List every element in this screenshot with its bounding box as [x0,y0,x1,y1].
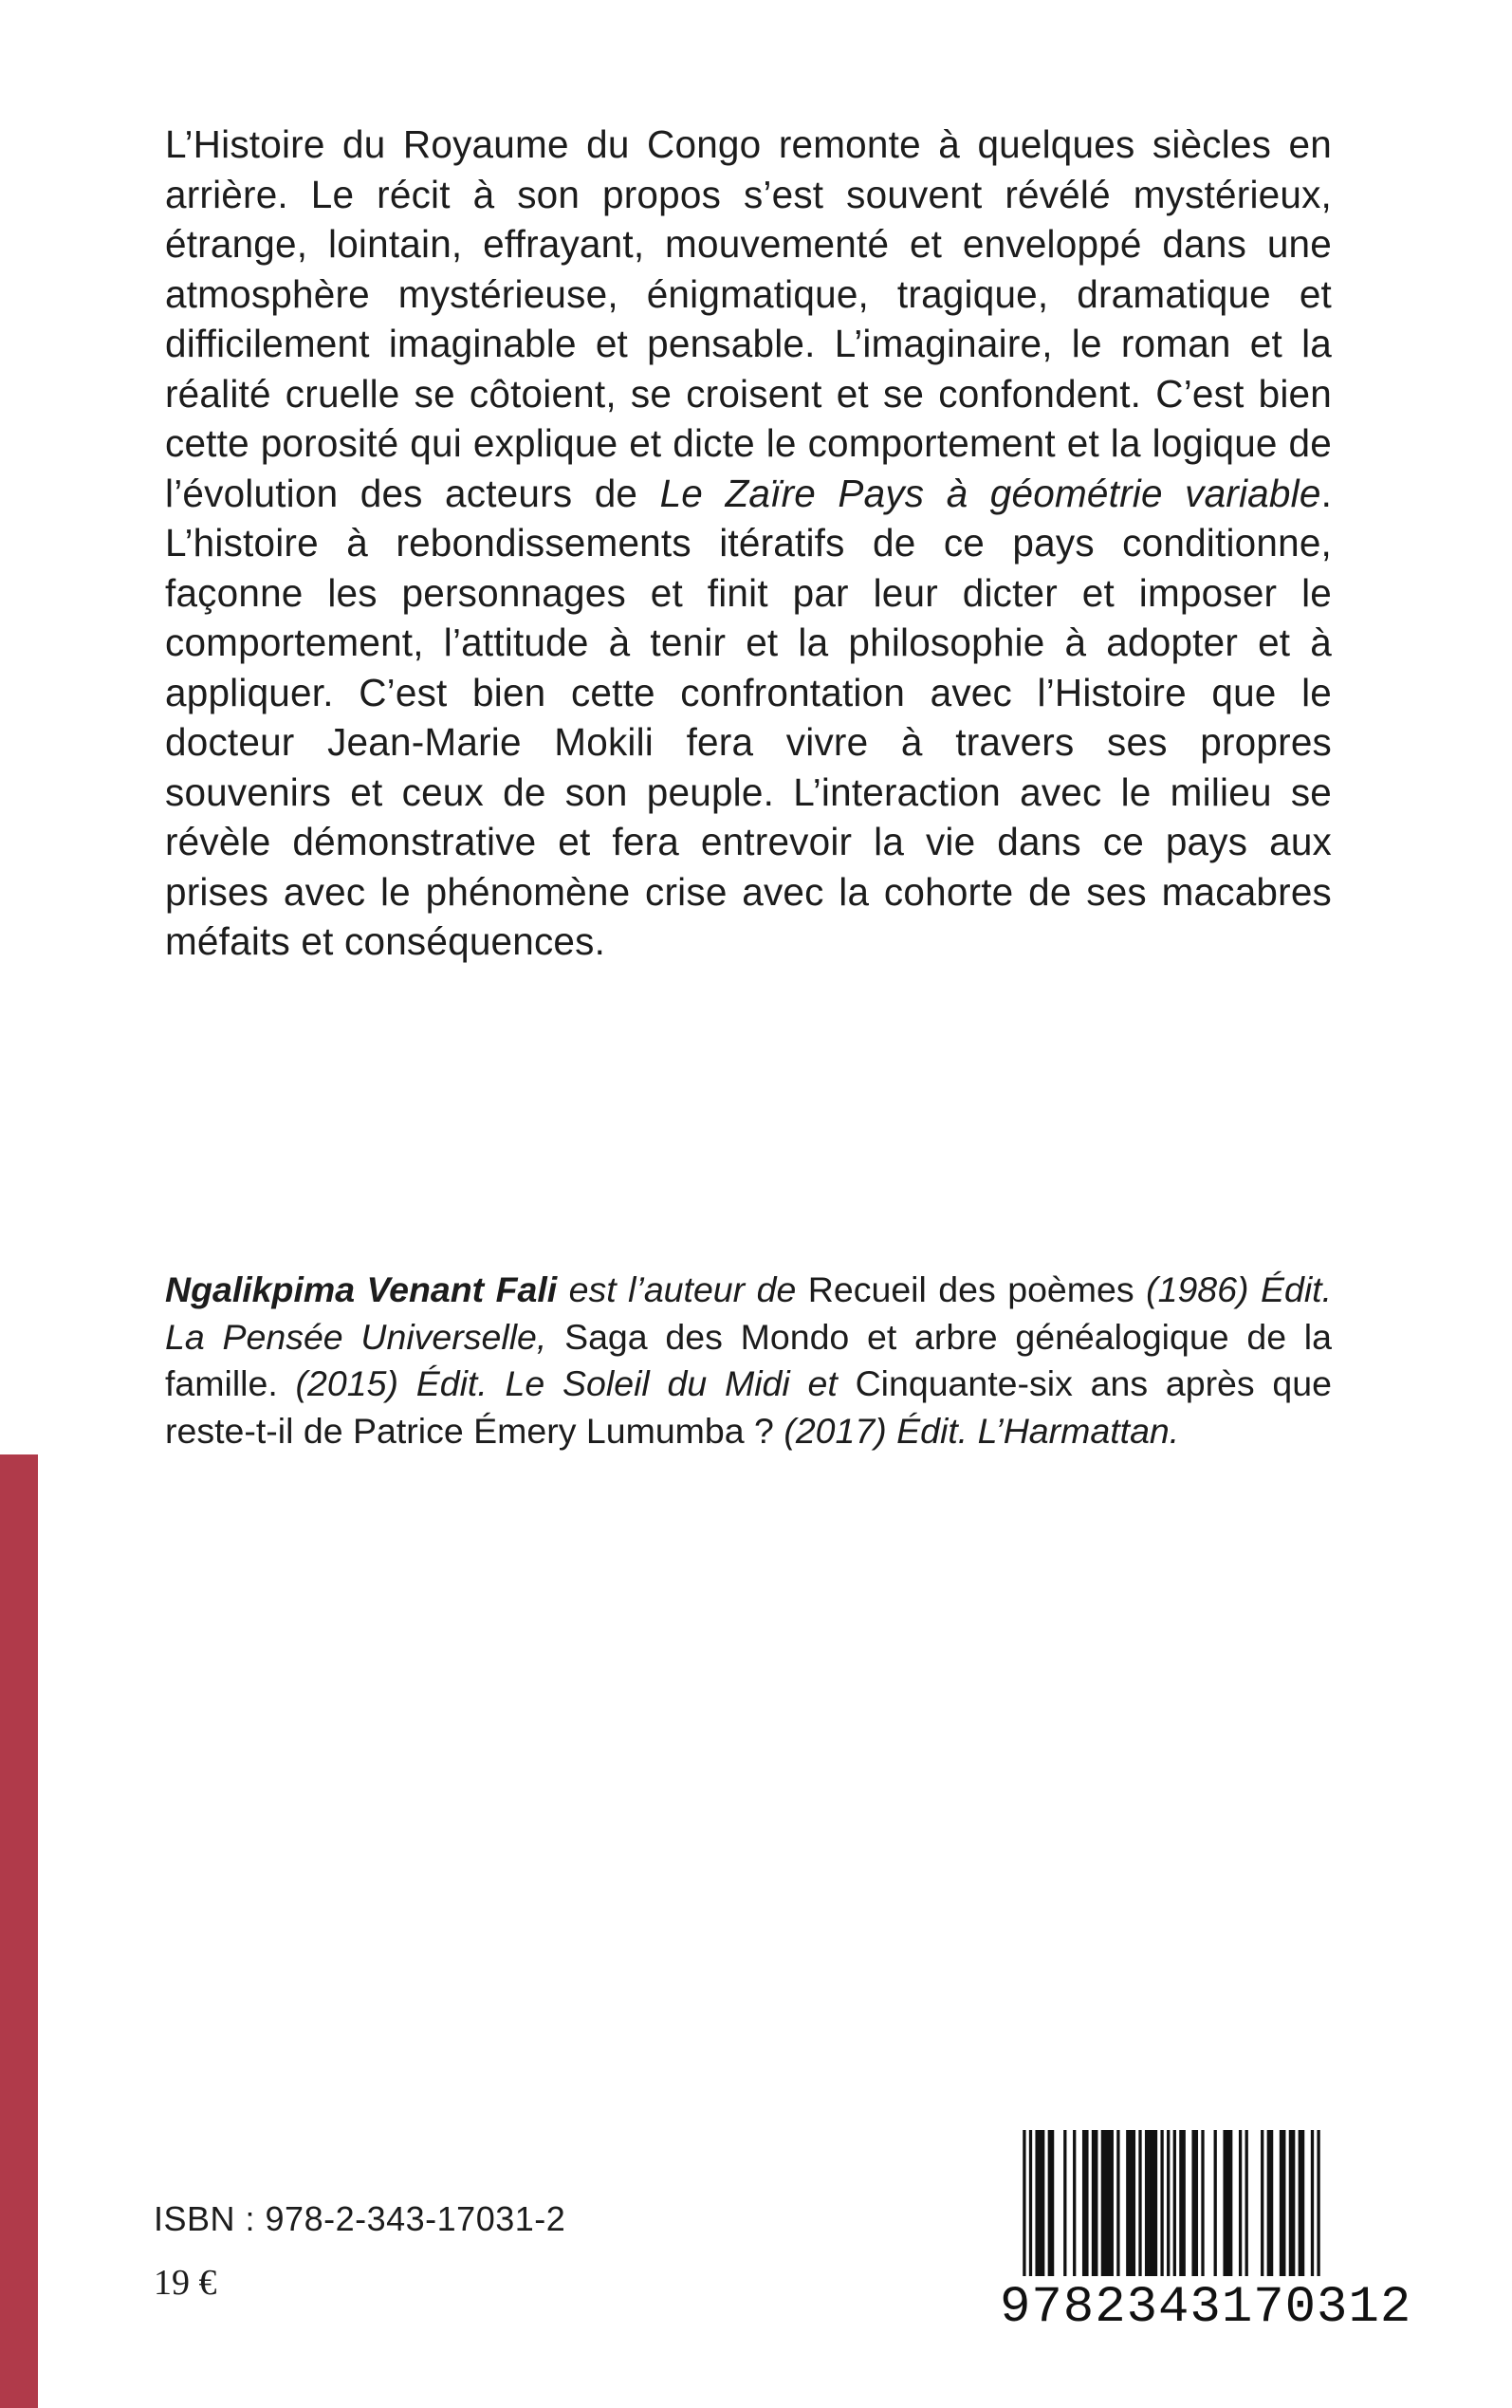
barcode-bar-6 [1082,2130,1089,2276]
barcode-bar-0 [1023,2130,1025,2276]
barcode-bar-19 [1214,2130,1217,2276]
barcode-digits: 9782343170312 [1000,2279,1412,2337]
barcode-bar-15 [1173,2130,1176,2276]
barcode-bars [1000,2126,1343,2280]
barcode-bar-7 [1092,2130,1098,2276]
author-name: Ngalikpima Venant Fali [165,1269,558,1309]
book-2-info: (2015) Édit. Le Soleil du Midi et [277,1363,838,1403]
barcode-bar-21 [1239,2130,1242,2276]
barcode-bar-3 [1048,2130,1055,2276]
barcode-bar-14 [1167,2130,1170,2276]
barcode-bar-13 [1160,2130,1163,2276]
barcode-bar-9 [1116,2130,1119,2276]
book-1-title: Recueil des poèmes [807,1269,1134,1309]
barcode [1000,2126,1412,2342]
book-1-info: (1986) Édit. La Pensée Universelle, [165,1269,1332,1357]
barcode-bar-18 [1201,2130,1204,2276]
isbn: ISBN : 978-2-343-17031-2 [154,2199,566,2238]
barcode-bar-23 [1261,2130,1263,2276]
price: 19 € [154,2263,217,2303]
blurb-text [165,120,1332,967]
barcode-bar-11 [1138,2130,1141,2276]
barcode-bar-17 [1191,2130,1198,2276]
book-3-info: (2017) Édit. L’Harmattan. [773,1410,1180,1451]
barcode-bar-12 [1145,2130,1157,2276]
barcode-bar-4 [1063,2130,1066,2276]
barcode-bar-28 [1311,2130,1314,2276]
author-intro: est l’auteur de [557,1269,808,1309]
blurb-part-1: L’Histoire du Royaume du Congo remonte à quelques siècles en arrière. Le récit à son propos s’est souvent révélé mystérieux, étrange, lointain, effrayant, mouvementé et enveloppé dans une atmosphère mystérieuse, énigmatique, tragique, dramatique et difficilement imaginable et pensable. L’imaginaire, le roman et la réalité cruelle se côtoient, se croisent et se confondent. C’est bien cette porosité qui explique et dicte le comportement et la logique de l’évolution des acteurs de [165,122,1332,515]
book-title: Le Zaïre Pays à géométrie variable [659,471,1321,515]
barcode-bar-5 [1073,2130,1076,2276]
accent-bar [0,1454,38,2408]
barcode-bar-20 [1223,2130,1232,2276]
barcode-bar-2 [1035,2130,1044,2276]
barcode-bar-1 [1029,2130,1032,2276]
barcode-bar-16 [1179,2130,1186,2276]
barcode-bar-26 [1289,2130,1296,2276]
book-3-title: Cinquante-six ans après que reste-t-il de Patrice Émery Lumumba ? [165,1363,1332,1451]
barcode-bar-25 [1280,2130,1286,2276]
barcode-bar-29 [1317,2130,1319,2276]
barcode-bar-24 [1267,2130,1274,2276]
blurb-part-2: . L’histoire à rebondissements itératifs de ce pays conditionne, façonne les personnages et finit par leur dicter et imposer le comportement, l’attitude à tenir et la philosophie à adopter et à appliquer. C’est bien cette confrontation avec l’Histoire que le docteur Jean-Marie Mokili fera vivre à travers ses propres souvenirs et ceux de son peuple. L’interaction avec le milieu se révèle démonstrative et fera entrevoir la vie dans ce pays aux prises avec le phénomène crise avec la cohorte de ses macabres méfaits et conséquences. [165,471,1333,963]
barcode-bar-8 [1101,2130,1114,2276]
book-2-title: Saga des Mondo et arbre généalogique de la famille. [165,1316,1332,1403]
barcode-bar-27 [1299,2130,1305,2276]
barcode-bar-10 [1126,2130,1135,2276]
barcode-bar-22 [1245,2130,1248,2276]
author-bio [165,1267,1332,1454]
